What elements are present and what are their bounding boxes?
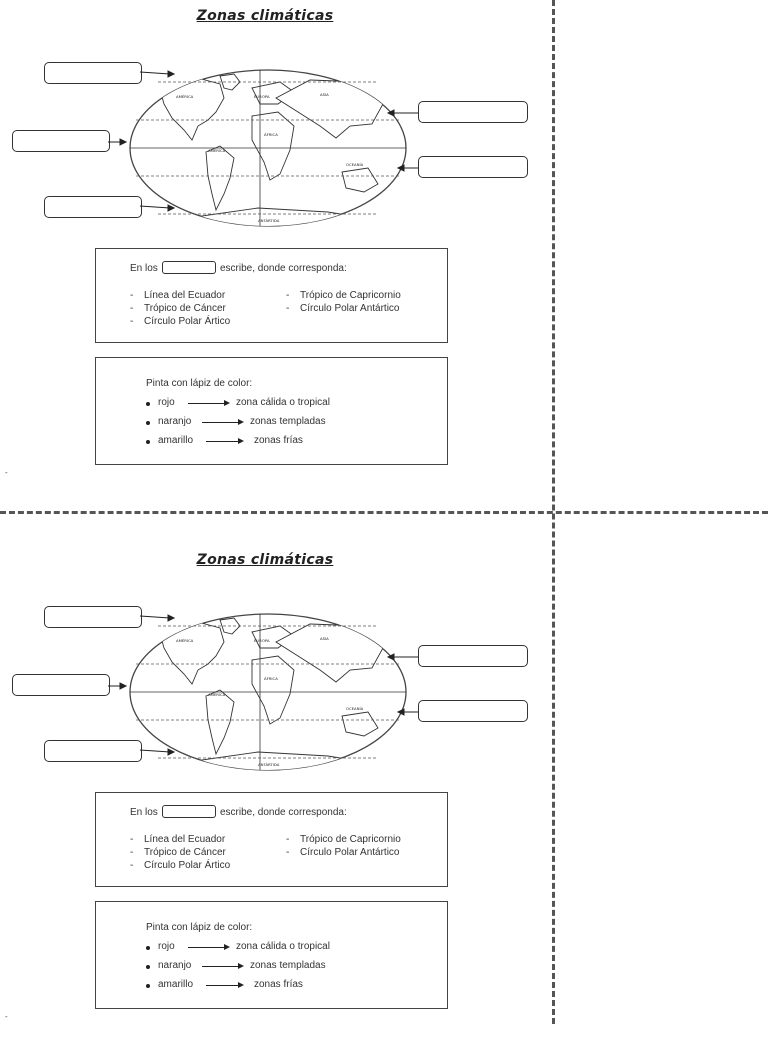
instructions-suffix: escribe, donde corresponda:: [220, 263, 347, 274]
arrow-red: [188, 947, 228, 948]
zone-tropical-label: zona cálida o tropical: [236, 397, 330, 408]
instructions-prefix: En los: [130, 807, 158, 818]
worksheet-panel-bottom: [0, 544, 552, 1052]
corner-mark: -: [5, 1012, 8, 1021]
coloring-box: [95, 901, 448, 1009]
map-label-oceania: OCEANÍA: [346, 706, 364, 711]
map-label-america: AMÉRICA: [208, 148, 226, 153]
map-label-africa: ÁFRICA: [264, 132, 278, 137]
zone-temperate-label: zonas templadas: [250, 416, 326, 427]
list-item-tropic-cancer: Trópico de Cáncer: [144, 847, 226, 858]
map-label-europe: EUROPA: [254, 94, 270, 99]
coloring-heading: Pinta con lápiz de color:: [146, 922, 253, 933]
zone-tropical-label: zona cálida o tropical: [236, 941, 330, 952]
worksheet-title: Zonas climáticas: [196, 552, 334, 568]
zone-temperate-label: zonas templadas: [250, 960, 326, 971]
color-orange-label: naranjo: [158, 960, 192, 971]
color-orange-label: naranjo: [158, 416, 192, 427]
map-label-oceania: OCEANÍA: [346, 162, 364, 167]
instructions-prefix: En los: [130, 263, 158, 274]
map-label-africa: ÁFRICA: [264, 676, 278, 681]
example-empty-box: [162, 261, 216, 274]
list-item-tropic-capricorn: Trópico de Capricornio: [300, 834, 401, 845]
map-label-asia: ASIA: [320, 636, 329, 641]
pointer-arrows: [0, 0, 552, 240]
map-label-america: AMÉRICA: [208, 692, 226, 697]
list-item-antarctic-circle: Círculo Polar Antártico: [300, 847, 400, 858]
worksheet-title: Zonas climáticas: [196, 8, 334, 24]
map-label-north-america: AMÉRICA: [176, 638, 194, 643]
instructions-suffix: escribe, donde corresponda:: [220, 807, 347, 818]
arrow-orange: [202, 422, 242, 423]
color-yellow-label: amarillo: [158, 979, 194, 990]
map-label-asia: ASIA: [320, 92, 329, 97]
list-item-equator: Línea del Ecuador: [144, 834, 226, 845]
corner-mark: -: [5, 468, 8, 477]
map-label-europe: EUROPA: [254, 638, 270, 643]
arrow-red: [188, 403, 228, 404]
list-item-arctic-circle: Círculo Polar Ártico: [144, 860, 231, 871]
list-item-tropic-capricorn: Trópico de Capricornio: [300, 290, 401, 301]
color-red-label: rojo: [158, 397, 175, 408]
horizontal-cut-line: [0, 511, 768, 514]
instructions-box: En los escribe, donde corresponda: - Línea del Ecuador - Trópico de Cáncer - Círculo Polar Ártico - Trópico de Capricornio - Círculo Polar Antártico: [95, 792, 448, 887]
list-item-equator: Línea del Ecuador: [144, 290, 226, 301]
list-item-arctic-circle: Círculo Polar Ártico: [144, 316, 231, 327]
zone-cold-label: zonas frías: [254, 979, 303, 990]
map-label-antarctica: ANTÁRTIDA: [258, 218, 280, 223]
arrow-yellow: [206, 441, 242, 442]
coloring-box: [95, 357, 448, 465]
map-label-antarctica: ANTÁRTIDA: [258, 762, 280, 767]
list-item-tropic-cancer: Trópico de Cáncer: [144, 303, 226, 314]
color-yellow-label: amarillo: [158, 435, 194, 446]
instructions-box: En los escribe, donde corresponda: - Línea del Ecuador - Trópico de Cáncer - Círculo Polar Ártico - Trópico de Capricornio - Círculo Polar Antártico: [95, 248, 448, 343]
list-item-antarctic-circle: Círculo Polar Antártico: [300, 303, 400, 314]
arrow-orange: [202, 966, 242, 967]
worksheet-panel-top: [0, 0, 552, 508]
example-empty-box: [162, 805, 216, 818]
pointer-arrows: [0, 544, 552, 784]
coloring-heading: Pinta con lápiz de color:: [146, 378, 253, 389]
color-red-label: rojo: [158, 941, 175, 952]
arrow-yellow: [206, 985, 242, 986]
map-label-north-america: AMÉRICA: [176, 94, 194, 99]
zone-cold-label: zonas frías: [254, 435, 303, 446]
